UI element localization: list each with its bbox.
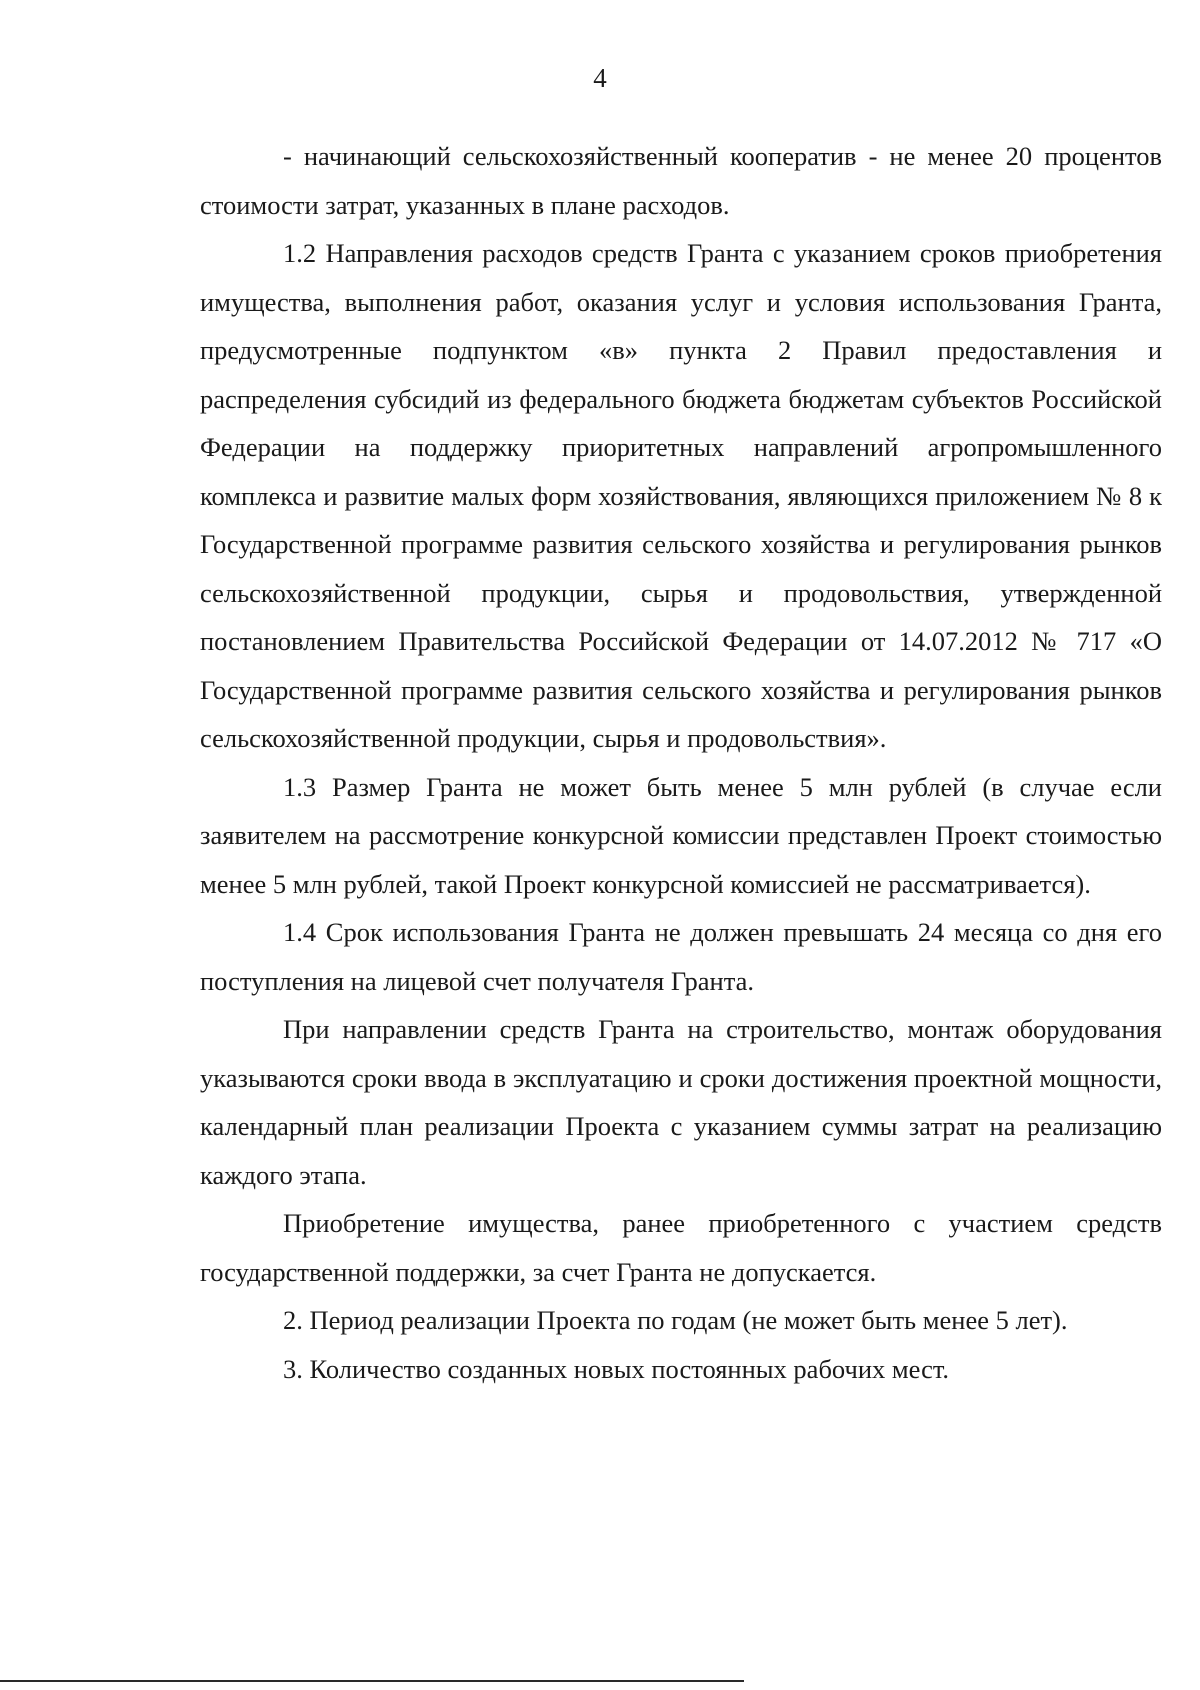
- paragraph-grant-expense-directions: 1.2 Направления расходов средств Гранта с указанием сроков приобретения имущества, выполнения работ, оказания услуг и условия использования Гранта, предусмотренные подпунктом «в» пункта 2 Правил предоставления и распределения субсидий из федерального бюджета бюджетам субъектов Российской Федерации на поддержку приоритетных направлений агропромышленного комплекса и развитие малых форм хозяйствования, являющихся приложением № 8 к Государственной программе развития сельского хозяйства и регулирования рынков сельскохозяйственной продукции, сырья и продовольствия, утвержденной постановлением Правительства Российской Федерации от 14.07.2012 № 717 «О Государственной программе развития сельского хозяйства и регулирования рынков сельскохозяйственной продукции, сырья и продовольствия».: [200, 238, 1162, 753]
- page-number: 4: [593, 63, 607, 93]
- paragraph-cooperative-share: - начинающий сельскохозяйственный кооператив - не менее 20 процентов стоимости затрат, указанных в плане расходов.: [200, 141, 1162, 220]
- bottom-scan-edge-line-tail: [716, 1680, 744, 1682]
- paragraph-project-period: 2. Период реализации Проекта по годам (не может быть менее 5 лет).: [283, 1305, 1068, 1335]
- paragraph-new-jobs: 3. Количество созданных новых постоянных рабочих мест.: [283, 1353, 950, 1384]
- document-body: [200, 132, 1162, 1393]
- paragraph-construction-terms: При направлении средств Гранта на строительство, монтаж оборудования указываются сроки ввода в эксплуатацию и сроки достижения проектной мощности, календарный план реализации Проекта с указанием суммы затрат на реализацию каждого этапа.: [200, 1014, 1162, 1190]
- bottom-scan-edge-line: [0, 1680, 742, 1682]
- paragraph-grant-minimum-size: 1.3 Размер Гранта не может быть менее 5 млн рублей (в случае если заявителем на рассмотрение конкурсной комиссии представлен Проект стоимостью менее 5 млн рублей, такой Проект конкурсной комиссией не рассматривается).: [200, 771, 1162, 899]
- paragraph-property-acquisition: Приобретение имущества, ранее приобретенного с участием средств государственной поддержки, за счет Гранта не допускается.: [200, 1208, 1162, 1287]
- paragraph-grant-usage-term: 1.4 Срок использования Гранта не должен превышать 24 месяца со дня его поступления на лицевой счет получателя Гранта.: [200, 917, 1162, 996]
